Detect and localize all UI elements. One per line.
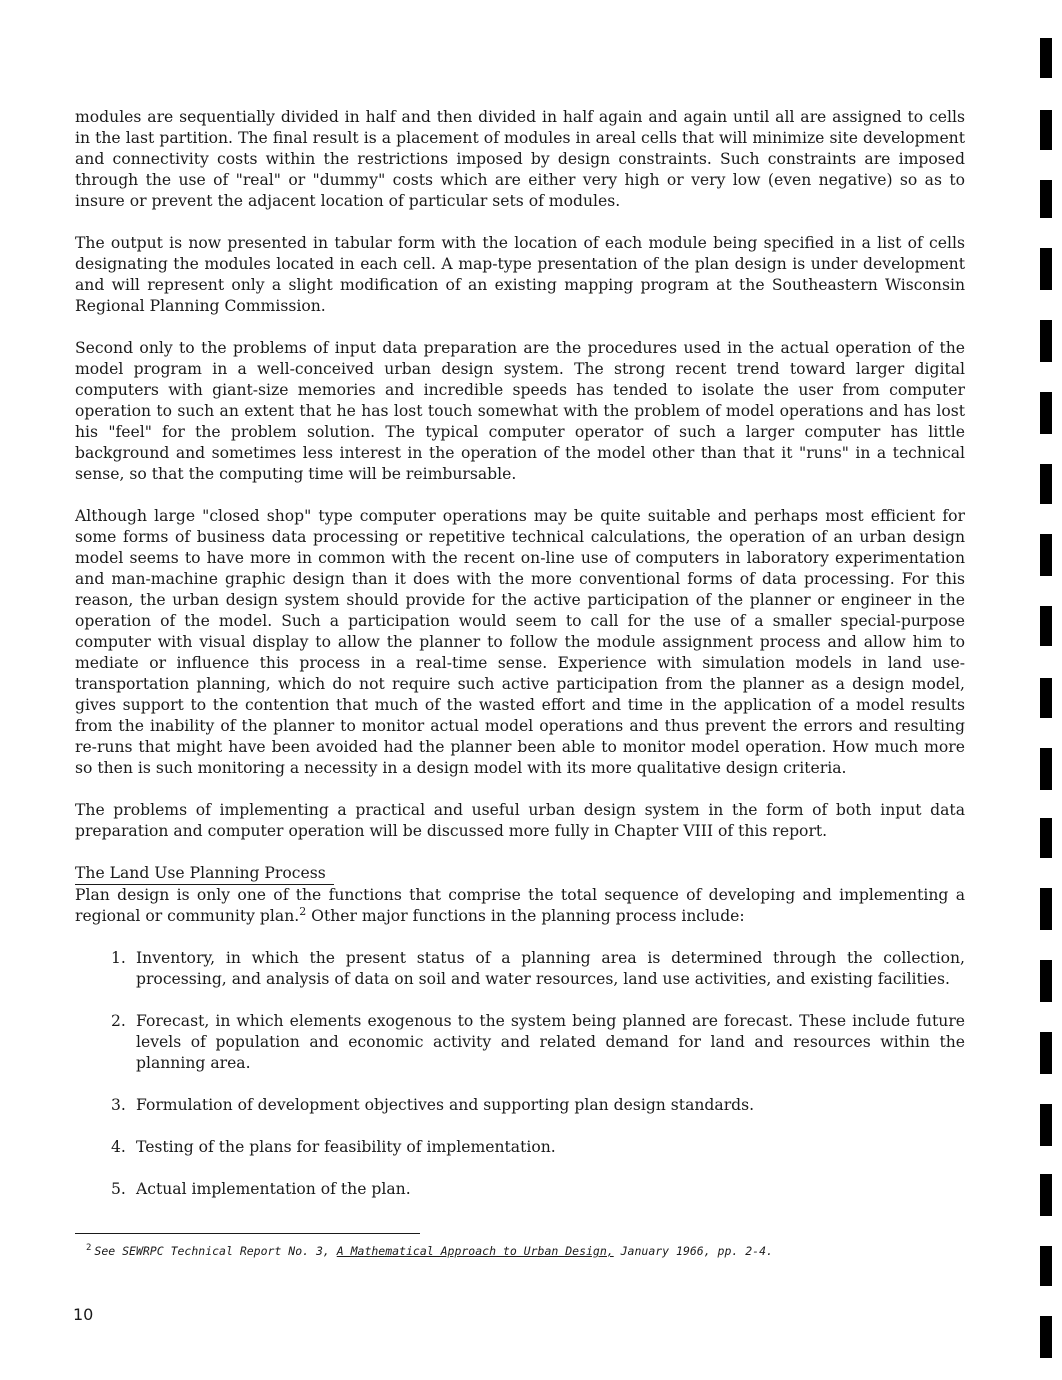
margin-mark	[1040, 606, 1052, 646]
list-item-number: 5.	[111, 1180, 126, 1198]
margin-mark	[1040, 678, 1052, 718]
planning-functions-list	[75, 948, 965, 1200]
footnote	[86, 1243, 966, 1259]
list-item	[75, 1095, 965, 1116]
margin-mark	[1040, 464, 1052, 504]
list-item	[75, 1137, 965, 1158]
body-paragraph-1: modules are sequentially divided in half and then divided in half again and again until all are assigned to cells in the last partition. The final result is a placement of modules in areal cells that will minimize site development and connectivity costs within the restrictions imposed by design constraints. Such constraints are imposed through the use of "real" or "dummy" costs which are either very high or very low (even negative) so as to insure or prevent the adjacent location of particular sets of modules.	[75, 108, 965, 210]
margin-mark	[1040, 748, 1052, 790]
footnote-reference: 2	[299, 904, 307, 918]
margin-mark	[1040, 392, 1052, 434]
list-item-number: 4.	[111, 1138, 126, 1156]
list-item	[75, 948, 965, 990]
list-item-text: Testing of the plans for feasibility of implementation.	[136, 1138, 556, 1156]
margin-mark	[1040, 110, 1052, 150]
list-item	[75, 1011, 965, 1074]
margin-mark	[1040, 1246, 1052, 1286]
margin-mark	[1040, 1174, 1052, 1216]
section-intro-paragraph	[75, 885, 965, 927]
list-item-text: Inventory, in which the present status of a planning area is determined through the collection, processing, and analysis of data on soil and water resources, land use activities, and existing facilities.	[136, 949, 965, 988]
margin-mark	[1040, 248, 1052, 290]
section-heading: The Land Use Planning Process	[75, 863, 334, 885]
list-item-text: Formulation of development objectives and supporting plan design standards.	[136, 1096, 755, 1114]
margin-mark	[1040, 1316, 1052, 1358]
body-paragraph-3: Second only to the problems of input data preparation are the procedures used in the actual operation of the model program in a well-conceived urban design system. The strong recent trend toward larger digital computers with giant-size memories and incredible speeds has tended to isolate the user from computer operation to such an extent that he has lost touch somewhat with the problem of model operations and has lost his "feel" for the problem solution. The typical computer operator of such a larger computer has little background and sometimes less interest in the operation of the model other than that it "runs" in a technical sense, so that the computing time will be reimbursable.	[75, 339, 965, 483]
list-item-text: Actual implementation of the plan.	[136, 1180, 411, 1198]
footnote-text: See SEWRPC Technical Report No. 3,	[94, 1244, 337, 1258]
list-item-number: 3.	[111, 1096, 126, 1114]
body-paragraph-5: The problems of implementing a practical and useful urban design system in the form of both input data preparation and computer operation will be discussed more fully in Chapter VIII of this report.	[75, 801, 965, 840]
footnote-marker: 2	[86, 1243, 92, 1254]
list-item-text: Forecast, in which elements exogenous to the system being planned are forecast. These include future levels of population and economic activity and related demand for land and resources within the planning area.	[136, 1012, 965, 1072]
scan-margin-marks	[1040, 0, 1054, 1380]
section-intro-text-end: Other major functions in the planning process include:	[306, 907, 745, 925]
margin-mark	[1040, 38, 1052, 78]
margin-mark	[1040, 534, 1052, 576]
margin-mark	[1040, 888, 1052, 930]
footnote-divider	[75, 1233, 420, 1234]
margin-mark	[1040, 960, 1052, 1002]
list-item-number: 2.	[111, 1012, 126, 1030]
margin-mark	[1040, 818, 1052, 858]
margin-mark	[1040, 180, 1052, 218]
margin-mark	[1040, 1032, 1052, 1074]
list-item	[75, 1179, 965, 1200]
list-item-number: 1.	[111, 949, 126, 967]
document-page	[75, 107, 965, 1221]
body-paragraph-4: Although large "closed shop" type computer operations may be quite suitable and perhaps most efficient for some forms of business data processing or repetitive technical calculations, the operation of an urban design model seems to have more in common with the recent on-line use of computers in laboratory experimentation and man-machine graphic design than it does with the more conventional forms of data processing. For this reason, the urban design system should provide for the active participation of the planner or engineer in the operation of the model. Such a participation would seem to call for the use of a smaller special-purpose computer with visual display to allow the planner to follow the module assignment process and allow him to mediate or influence this process in a real-time sense. Experience with simulation models in land use-transportation planning, which do not require such active participation from the planner as a design model, gives support to the contention that much of the wasted effort and time in the application of a model results from the inability of the planner to monitor actual model operations and thus prevent the errors and resulting re-runs that might have been avoided had the planner been able to monitor model operation. How much more so then is such monitoring a necessity in a design model with its more qualitative design criteria.	[75, 507, 965, 777]
footnote-cited-title: A Mathematical Approach to Urban Design,	[336, 1244, 614, 1258]
footnote-text-end: January 1966, pp. 2-4.	[613, 1244, 773, 1258]
margin-mark	[1040, 320, 1052, 362]
body-paragraph-2: The output is now presented in tabular form with the location of each module being specified in a list of cells designating the modules located in each cell. A map-type presentation of the plan design is under development and will represent only a slight modification of an existing mapping program at the Southeastern Wisconsin Regional Planning Commission.	[75, 234, 965, 315]
margin-mark	[1040, 1104, 1052, 1146]
section-intro-text: Plan design is only one of the functions that comprise the total sequence of developing and implementing a regional or community plan.	[75, 886, 965, 925]
page-number: 10	[73, 1305, 94, 1324]
